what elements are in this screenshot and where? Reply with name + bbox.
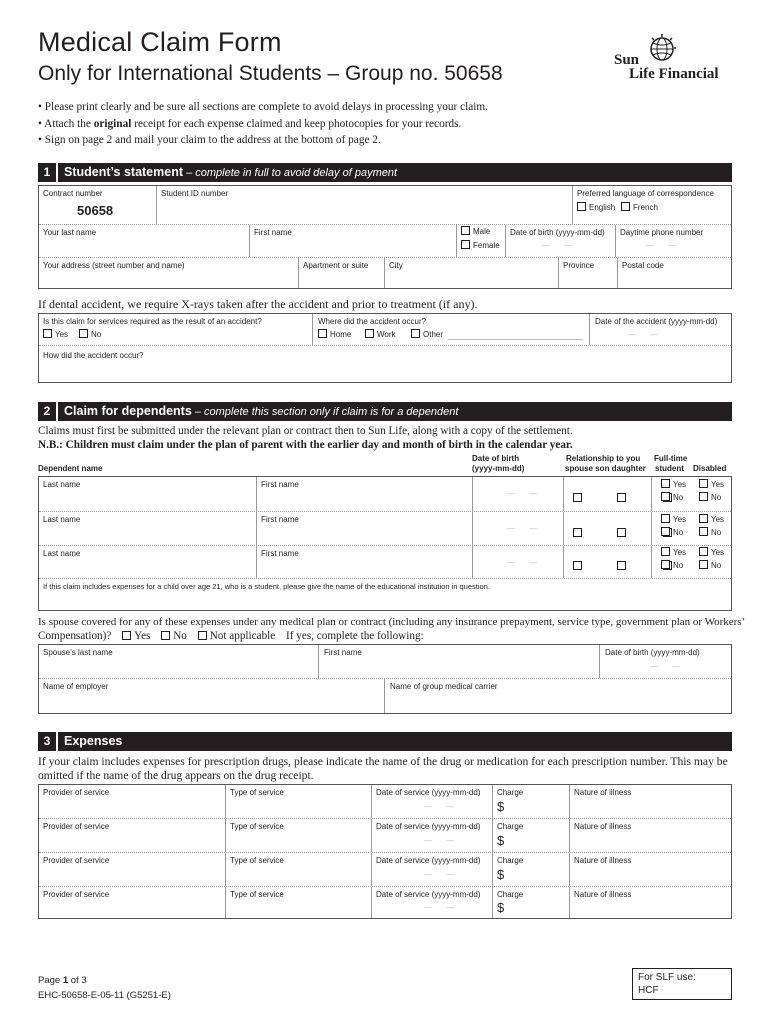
form-subtitle: Only for International Students – Group no. 50658 — [38, 62, 503, 85]
provider-field[interactable] — [39, 887, 226, 918]
section-1-title: Student’s statement — [64, 165, 184, 179]
accident-question-label: Is this claim for services required as the result of an accident? — [43, 317, 262, 326]
dependent-first-name[interactable] — [257, 512, 473, 545]
accident-question — [39, 314, 313, 345]
col-dob-2: (yyyy-mm-dd) — [472, 464, 525, 473]
dependent-last-name[interactable] — [39, 477, 257, 511]
service-date-field[interactable]: Date of service (yyyy-mm-dd) — — — [372, 853, 493, 886]
dependent-row — [39, 477, 731, 511]
disabled-yes[interactable] — [699, 480, 724, 489]
page-total: of 3 — [68, 975, 87, 986]
provider-label: Provider of service — [43, 822, 110, 831]
first-name-label: First name — [254, 228, 292, 237]
address-field[interactable] — [39, 258, 299, 288]
home-checkbox[interactable] — [318, 329, 327, 338]
illness-label: Nature of illness — [574, 890, 632, 899]
service-type-field[interactable] — [226, 887, 372, 918]
fulltime-yes[interactable] — [661, 480, 686, 489]
fulltime-no[interactable] — [661, 493, 683, 502]
spouse-na-option[interactable] — [198, 630, 276, 642]
accident-yes-checkbox[interactable] — [43, 329, 52, 338]
disabled-yes-checkbox[interactable] — [699, 514, 708, 523]
fulltime-yes-label: Yes — [673, 515, 687, 524]
expenses-note: If your claim includes expenses for prescription drugs, please indicate the name of the drug or medication for each prescription number. This may be omitted if the name of the drug appears on the drug receipt. — [38, 755, 728, 782]
provider-field[interactable] — [39, 785, 226, 818]
disabled-yes-checkbox[interactable] — [699, 479, 708, 488]
dollar-sign: $ — [497, 833, 505, 848]
dependents-note — [38, 424, 573, 452]
language-field — [573, 186, 731, 224]
illness-label: Nature of illness — [574, 822, 632, 831]
contract-number-value: 50658 — [77, 203, 114, 218]
disabled-no-label: No — [711, 561, 722, 570]
apartment-field[interactable] — [299, 258, 385, 288]
expenses-table — [38, 784, 732, 919]
disabled-yes[interactable] — [699, 548, 724, 557]
service-date-label: Date of service (yyyy-mm-dd) — [376, 822, 481, 831]
fulltime-yes-checkbox[interactable] — [661, 547, 670, 556]
dependents-note-2: N.B.: Children must claim under the plan of parent with the earlier day and month of birth in the calendar year. — [38, 439, 573, 451]
male-label: Male — [473, 227, 491, 236]
work-label: Work — [377, 330, 396, 339]
disabled-no-checkbox[interactable] — [699, 560, 708, 569]
dependents-table — [38, 476, 732, 611]
section-3-title: Expenses — [64, 734, 123, 748]
col-dob-1: Date of birth — [472, 454, 520, 463]
charge-label: Charge — [497, 856, 524, 865]
spouse-no-checkbox[interactable] — [161, 631, 170, 640]
address-label: Your address (street number and name) — [43, 261, 185, 270]
expense-row — [39, 887, 731, 918]
logo-sun: Sun — [614, 52, 640, 68]
female-checkbox[interactable] — [461, 240, 470, 249]
service-type-label: Type of service — [230, 822, 284, 831]
son-checkbox[interactable] — [617, 561, 626, 570]
french-option[interactable] — [621, 203, 658, 212]
illness-field[interactable] — [570, 887, 731, 918]
medical-carrier-label: Name of group medical carrier — [390, 682, 498, 691]
spouse-dob-label: Date of birth (yyyy-mm-dd) — [605, 648, 700, 657]
illness-field[interactable] — [570, 819, 731, 852]
instruction-3: • Sign on page 2 and mail your claim to the address at the bottom of page 2. — [38, 134, 381, 146]
provider-field[interactable] — [39, 853, 226, 886]
charge-label: Charge — [497, 890, 524, 899]
home-label: Home — [330, 330, 352, 339]
expense-row — [39, 853, 731, 886]
service-date-label: Date of service (yyyy-mm-dd) — [376, 890, 481, 899]
other-label: Other — [423, 330, 444, 339]
instruction-2-a: • Attach the — [38, 117, 94, 130]
disabled-yes-label: Yes — [711, 515, 725, 524]
accident-no-label: No — [91, 330, 102, 339]
dependents-table-header — [38, 454, 732, 476]
spouse-question-2: Compensation)? — [38, 630, 112, 642]
fulltime-yes-checkbox[interactable] — [661, 514, 670, 523]
fulltime-yes-label: Yes — [673, 548, 687, 557]
disabled-yes[interactable] — [699, 515, 724, 524]
language-label: Preferred language of correspondence — [577, 189, 714, 198]
expense-row — [39, 819, 731, 852]
charge-label: Charge — [497, 822, 524, 831]
col-relationship-2: spouse son daughter — [565, 464, 646, 473]
dollar-sign: $ — [497, 867, 505, 882]
col-disabled: Disabled — [693, 464, 727, 473]
instruction-2-c: receipt for each expense claimed and keep photocopies for your records. — [131, 117, 462, 130]
col-fulltime-1: Full-time — [654, 454, 688, 463]
employer-field[interactable] — [39, 679, 385, 713]
section-1-number: 1 — [38, 163, 58, 182]
service-type-field[interactable] — [226, 853, 372, 886]
instructions — [38, 99, 488, 149]
fulltime-yes-checkbox[interactable] — [661, 479, 670, 488]
dependent-row — [39, 546, 731, 578]
section-3-header — [38, 732, 732, 751]
charge-label: Charge — [497, 788, 524, 797]
col-fulltime-2: student — [655, 464, 684, 473]
accident-yes-option[interactable] — [43, 330, 68, 339]
page-number — [38, 975, 87, 986]
service-date-field[interactable]: Date of service (yyyy-mm-dd) — — — [372, 819, 493, 852]
spouse-question-1: Is spouse covered for any of these expenses under any medical plan or contract (including any insurance prepayment, service type, government plan or Workers’ — [38, 616, 746, 628]
service-type-field[interactable] — [226, 785, 372, 818]
provider-label: Provider of service — [43, 788, 110, 797]
spouse-if-yes: If yes, complete the following: — [286, 630, 424, 642]
expense-row — [39, 785, 731, 818]
student-id-field[interactable] — [157, 186, 573, 224]
spouse-last-name-field[interactable] — [39, 645, 319, 678]
contract-number-label: Contract number — [43, 189, 103, 198]
educational-institution-label: If this claim includes expenses for a child over age 21, who is a student, please give the name of the educational institution in question. — [43, 582, 490, 591]
slf-hcf-label: HCF — [638, 985, 659, 996]
last-name-field[interactable] — [39, 225, 250, 257]
dependent-last-name-label: Last name — [43, 515, 81, 524]
dob-label: Date of birth (yyyy-mm-dd) — [510, 228, 605, 237]
city-field[interactable] — [385, 258, 559, 288]
dollar-sign: $ — [497, 900, 505, 915]
dependent-last-name[interactable] — [39, 512, 257, 545]
postal-code-field[interactable] — [618, 258, 731, 288]
other-option[interactable] — [411, 330, 443, 339]
dollar-sign: $ — [497, 799, 505, 814]
section-3-number: 3 — [38, 732, 58, 751]
postal-code-label: Postal code — [622, 261, 664, 270]
other-input-line[interactable] — [448, 339, 583, 340]
disabled-no[interactable] — [699, 561, 721, 570]
service-date-field[interactable]: Date of service (yyyy-mm-dd) — — — [372, 887, 493, 918]
dependent-last-name-label: Last name — [43, 549, 81, 558]
sun-globe-icon — [647, 34, 677, 64]
fulltime-no[interactable] — [661, 561, 683, 570]
spouse-last-name-label: Spouse’s last name — [43, 648, 113, 657]
page-current: 1 — [62, 975, 69, 986]
dependent-first-name-label: First name — [261, 480, 299, 489]
employer-label: Name of employer — [43, 682, 109, 691]
other-checkbox[interactable] — [411, 329, 420, 338]
fulltime-yes[interactable] — [661, 548, 686, 557]
instruction-2 — [38, 116, 488, 133]
charge-field[interactable] — [493, 887, 570, 918]
provider-label: Provider of service — [43, 890, 110, 899]
section-2-subtitle: – complete this section only if claim is for a dependent — [191, 406, 459, 418]
service-type-label: Type of service — [230, 788, 284, 797]
accident-description-field[interactable] — [39, 346, 731, 382]
spouse-yes-option[interactable] — [122, 630, 150, 642]
illness-label: Nature of illness — [574, 856, 632, 865]
fulltime-no-label: No — [673, 528, 684, 537]
dependents-note-1: Claims must first be submitted under the relevant plan or contract then to Sun Life, along with a copy of the settlement. — [38, 425, 573, 437]
dob-field[interactable]: Date of birth (yyyy-mm-dd) — — — [506, 225, 616, 257]
spouse-no-label: No — [173, 630, 187, 642]
section-2-header — [38, 402, 732, 421]
french-label: French — [633, 203, 658, 212]
disabled-no[interactable] — [699, 493, 721, 502]
service-date-label: Date of service (yyyy-mm-dd) — [376, 856, 481, 865]
form-title: Medical Claim Form — [38, 27, 282, 57]
spouse-first-name-label: First name — [324, 648, 362, 657]
provider-label: Provider of service — [43, 856, 110, 865]
charge-field[interactable] — [493, 853, 570, 886]
spouse-checkbox[interactable] — [573, 528, 582, 537]
last-name-label: Your last name — [43, 228, 97, 237]
fulltime-no-checkbox[interactable] — [661, 527, 670, 536]
dental-note: If dental accident, we require X-rays taken after the accident and prior to treatment (if any). — [38, 297, 478, 311]
fulltime-no-label: No — [673, 493, 684, 502]
instruction-1: • Please print clearly and be sure all sections are complete to avoid delays in processing your claim. — [38, 101, 489, 113]
sun-life-logo — [610, 34, 735, 84]
accident-description-label: How did the accident occur? — [43, 351, 144, 360]
page-label: Page — [38, 975, 63, 986]
accident-location-label: Where did the accident occur? — [318, 317, 427, 326]
son-checkbox[interactable] — [617, 528, 626, 537]
dependent-row — [39, 512, 731, 545]
medical-carrier-field[interactable] — [385, 679, 731, 713]
illness-field[interactable] — [570, 853, 731, 886]
spouse-dob-field[interactable]: Date of birth (yyyy-mm-dd) — — — [605, 648, 700, 671]
son-checkbox[interactable] — [617, 493, 626, 502]
spouse-yes-checkbox[interactable] — [122, 631, 131, 640]
section-1-header — [38, 163, 732, 182]
province-label: Province — [563, 261, 595, 270]
dependent-first-name-label: First name — [261, 549, 299, 558]
fulltime-no[interactable] — [661, 528, 683, 537]
disabled-no-label: No — [711, 528, 722, 537]
female-option[interactable] — [461, 241, 500, 250]
home-option[interactable] — [318, 330, 351, 339]
fulltime-no-label: No — [673, 561, 684, 570]
french-checkbox[interactable] — [621, 202, 630, 211]
section-1-subtitle: – complete in full to avoid delay of payment — [183, 167, 398, 179]
spouse-na-checkbox[interactable] — [198, 631, 207, 640]
male-option[interactable] — [461, 227, 490, 236]
spouse-first-name-field[interactable] — [319, 645, 600, 678]
service-date-label: Date of service (yyyy-mm-dd) — [376, 788, 481, 797]
dependent-dob[interactable]: — — — [473, 546, 564, 578]
col-dependent-name: Dependent name — [38, 464, 103, 473]
spouse-no-option[interactable] — [161, 630, 187, 642]
slf-use-label: For SLF use: — [638, 972, 696, 983]
disabled-yes-label: Yes — [711, 548, 725, 557]
accident-no-option[interactable] — [79, 330, 101, 339]
service-type-label: Type of service — [230, 856, 284, 865]
disabled-no-label: No — [711, 493, 722, 502]
spouse-yes-label: Yes — [134, 630, 151, 642]
disabled-yes-checkbox[interactable] — [699, 547, 708, 556]
accident-date-field[interactable]: Date of the accident (yyyy-mm-dd) — — — [595, 317, 718, 339]
accident-location — [313, 314, 590, 345]
phone-label: Daytime phone number — [620, 228, 704, 237]
form-code: EHC-50658-E-05-11 (G5251-E) — [38, 990, 171, 1001]
student-info-box — [38, 185, 732, 289]
fulltime-no-checkbox[interactable] — [661, 492, 670, 501]
male-checkbox[interactable] — [461, 226, 470, 235]
accident-no-checkbox[interactable] — [79, 329, 88, 338]
english-label: English — [589, 203, 616, 212]
accident-date-label: Date of the accident (yyyy-mm-dd) — [595, 317, 718, 326]
dependent-first-name[interactable] — [257, 477, 473, 511]
provider-field[interactable] — [39, 819, 226, 852]
logo-life-financial: Life Financial — [629, 66, 719, 82]
english-option[interactable] — [577, 203, 615, 212]
service-date-field[interactable]: Date of service (yyyy-mm-dd) — — — [372, 785, 493, 818]
contract-number-field — [39, 186, 157, 224]
service-type-label: Type of service — [230, 890, 284, 899]
col-relationship-1: Relationship to you — [566, 454, 641, 463]
charge-field[interactable] — [493, 819, 570, 852]
educational-institution-field[interactable] — [39, 579, 731, 610]
spouse-info-box — [38, 644, 732, 714]
fulltime-yes-label: Yes — [673, 480, 687, 489]
dependent-first-name[interactable] — [257, 546, 473, 578]
disabled-no[interactable] — [699, 528, 721, 537]
spouse-na-label: Not applicable — [209, 630, 276, 642]
illness-label: Nature of illness — [574, 788, 632, 797]
section-2-number: 2 — [38, 402, 58, 421]
city-label: City — [389, 261, 403, 270]
slf-use-box — [632, 968, 732, 1000]
work-option[interactable] — [365, 330, 396, 339]
province-field[interactable] — [559, 258, 618, 288]
dependent-last-name[interactable] — [39, 546, 257, 578]
female-label: Female — [473, 241, 500, 250]
phone-field[interactable]: Daytime phone number — — — [620, 228, 704, 250]
dependent-last-name-label: Last name — [43, 480, 81, 489]
dependent-first-name-label: First name — [261, 515, 299, 524]
work-checkbox[interactable] — [365, 329, 374, 338]
fulltime-yes[interactable] — [661, 515, 686, 524]
illness-field[interactable] — [570, 785, 731, 818]
dependent-dob[interactable]: — — — [473, 512, 564, 545]
first-name-field[interactable] — [250, 225, 457, 257]
spouse-checkbox[interactable] — [573, 561, 582, 570]
spouse-checkbox[interactable] — [573, 493, 582, 502]
charge-field[interactable] — [493, 785, 570, 818]
student-id-label: Student ID number — [161, 189, 229, 198]
accident-box — [38, 313, 732, 383]
apartment-label: Apartment or suite — [303, 261, 369, 270]
english-checkbox[interactable] — [577, 202, 586, 211]
instruction-2-bold: original — [93, 117, 132, 130]
accident-yes-label: Yes — [55, 330, 69, 339]
disabled-no-checkbox[interactable] — [699, 527, 708, 536]
dependent-dob[interactable]: — — — [473, 477, 564, 511]
disabled-no-checkbox[interactable] — [699, 492, 708, 501]
fulltime-no-checkbox[interactable] — [661, 560, 670, 569]
section-2-title: Claim for dependents — [64, 404, 192, 418]
spouse-coverage-question — [38, 615, 746, 643]
gender-field — [457, 225, 506, 257]
disabled-yes-label: Yes — [711, 480, 725, 489]
service-type-field[interactable] — [226, 819, 372, 852]
